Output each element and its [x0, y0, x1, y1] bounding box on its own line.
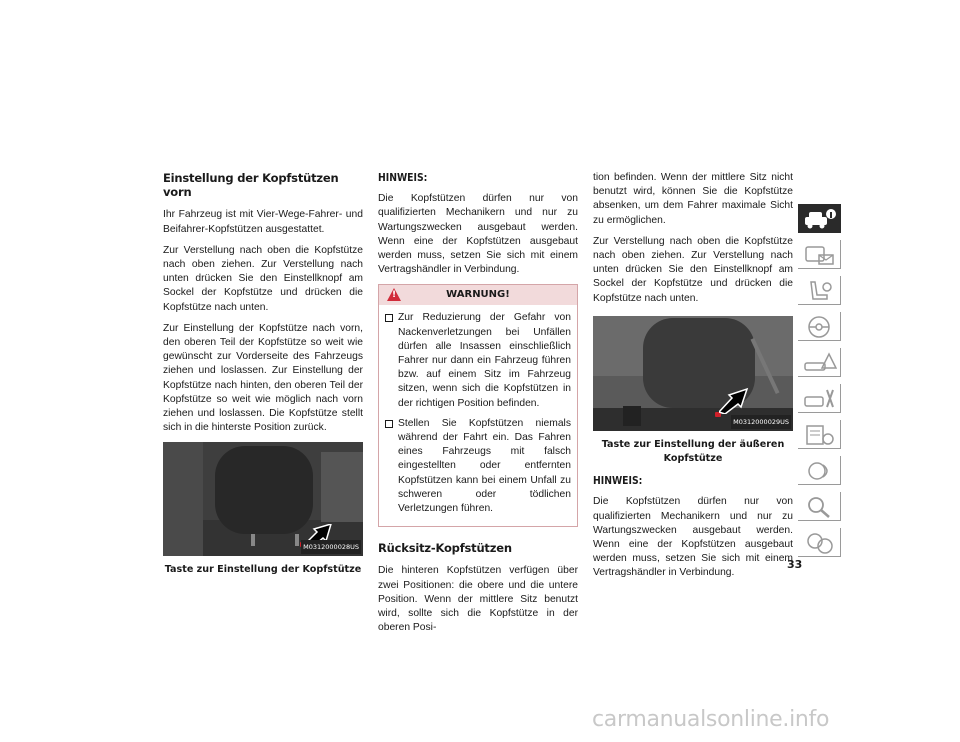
note-title: HINWEIS: — [593, 475, 643, 488]
arrow-icon — [719, 386, 763, 414]
column-2 — [378, 171, 578, 642]
tab-media[interactable] — [798, 456, 841, 485]
warning-box — [378, 284, 578, 527]
messages-icon — [803, 243, 837, 267]
figure-outer-headrest — [593, 316, 793, 431]
car-info-icon — [803, 207, 837, 231]
tab-steering[interactable] — [798, 312, 841, 341]
tab-car-info[interactable] — [798, 204, 841, 233]
tab-search[interactable] — [798, 492, 841, 521]
tab-languages[interactable] — [798, 528, 841, 557]
chapter-tabs — [798, 204, 841, 564]
figure-front-headrest — [163, 442, 363, 556]
warning-item: Stellen Sie Kopfstützen niemals während der Fahrt ein. Das Fahren eines Fahrzeugs mit falsch eingestellten oder entfernten Kopfstützen kann bei einem Unfall zu schweren oder tödlichen Verletzungen führen. — [385, 417, 571, 516]
warning-item: Zur Reduzierung der Gefahr von Nackenverletzungen bei Unfällen dürfen alle Insassen einschließlich Fahrer nur dann ein Fahrzeug führen bzw. auf einem Sitz im Fahrzeug sitzen, wenn sich die Kopfstützen in der richtigen Position befinden. — [385, 311, 571, 410]
warning-title: WARNUNG! — [446, 289, 510, 301]
headrest — [215, 446, 313, 534]
languages-icon — [803, 531, 837, 555]
figure-code: M0312000029US — [731, 415, 791, 429]
checkbox-bullet-icon — [385, 314, 393, 322]
specs-icon — [803, 423, 837, 447]
column-3 — [593, 171, 793, 588]
warning-header — [379, 285, 577, 305]
figure-caption: Taste zur Einstellung der äußeren Kopfstütze — [601, 438, 785, 465]
seat-icon — [803, 279, 837, 303]
tab-specs[interactable] — [798, 420, 841, 449]
paragraph: Zur Verstellung nach oben die Kopfstütze nach oben ziehen. Zur Verstellung nach unten drücken Sie den Einstellknopf am Sockel der Kopfstütze und drücken die Kopfstütze nach unten. — [163, 244, 363, 313]
note-title: HINWEIS: — [378, 172, 428, 184]
warning-triangle-icon: ! — [387, 288, 401, 301]
paragraph: Die hinteren Kopfstützen verfügen über zwei Positionen: die obere und die untere Position. Wenn der mittlere Sitz benutzt wird, sollte sich die Kopfstütze in der oberen Posi- — [378, 565, 578, 634]
search-icon — [803, 495, 837, 519]
page-number: 33 — [787, 558, 803, 571]
paragraph: Zur Einstellung der Kopfstütze nach vorn, den oberen Teil der Kopfstütze so weit wie gewünscht zur Vorderseite des Fahrzeugs ziehen und loslassen. Zur Einstellung der Kopfstütze nach hinten, den oberen Teil der Kopfstütze so weit wie möglich nach vorn ziehen und loslassen. Die Kopfstütze stellt sich in die hinterste Position zurück. — [163, 322, 363, 434]
service-tools-icon — [803, 387, 837, 411]
note-text: Die Kopfstützen dürfen nur von qualifizierten Mechanikern und nur zu Wartungszwecken ausgebaut werden. Wenn eine der Kopfstützen ausgebaut werden muss, setzen Sie sich mit einem Vertragshändler in Verbindung. — [593, 496, 793, 579]
paragraph: Ihr Fahrzeug ist mit Vier-Wege-Fahrer- und Beifahrer-Kopfstützen ausgestattet. — [163, 209, 363, 235]
tab-messages[interactable] — [798, 240, 841, 269]
tab-warnings[interactable] — [798, 348, 841, 377]
steering-wheel-icon — [803, 315, 837, 339]
figure-code: M0312000028US — [301, 540, 361, 554]
column-1 — [163, 171, 363, 586]
figure-caption: Taste zur Einstellung der Kopfstütze — [164, 564, 362, 576]
section-heading-rear-headrests: Rücksitz-Kopfstützen — [378, 541, 512, 556]
media-icon — [803, 459, 837, 483]
paragraph: tion befinden. Wenn der mittlere Sitz nicht benutzt wird, können Sie die Kopfstütze absenken, um dem Fahrer maximale Sicht zu ermöglichen. — [593, 172, 793, 226]
tab-seats[interactable] — [798, 276, 841, 305]
tab-service[interactable] — [798, 384, 841, 413]
checkbox-bullet-icon — [385, 420, 393, 428]
watermark: carmanualsonline.info — [592, 707, 830, 732]
section-heading-front-headrests: Einstellung der Kopfstützen vorn — [163, 171, 339, 200]
note-text: Die Kopfstützen dürfen nur von qualifizierten Mechanikern und nur zu Wartungszwecken ausgebaut werden. Wenn eine der Kopfstützen ausgebaut werden muss, setzen Sie sich mit einem Vertragshändler in Verbindung. — [378, 193, 578, 276]
paragraph: Zur Verstellung nach oben die Kopfstütze nach oben ziehen. Zur Verstellung nach unten drücken Sie den Einstellknopf am Sockel der Kopfstütze und drücken die Kopfstütze nach unten. — [593, 235, 793, 304]
warning-car-icon — [803, 351, 837, 375]
